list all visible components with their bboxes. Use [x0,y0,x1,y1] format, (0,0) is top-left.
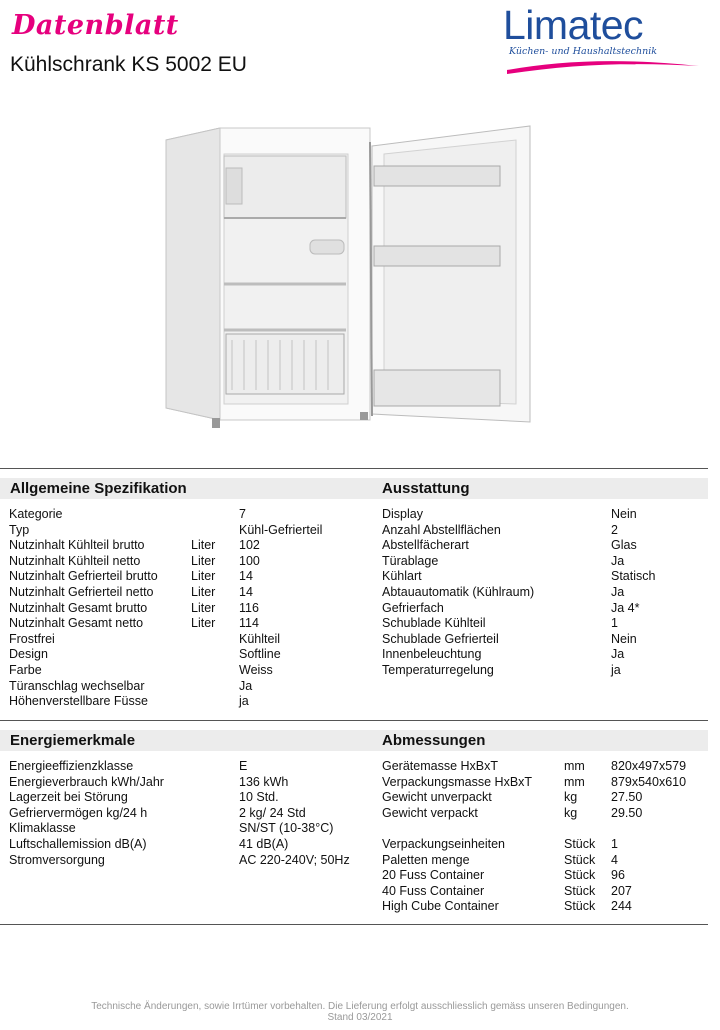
spec-label: Anzahl Abstellflächen [382,522,501,537]
spec-label: Gefrierfach [382,600,444,615]
spec-value: ja [611,662,621,677]
energy-heading: Energiemerkmale [10,732,136,749]
spec-unit: mm [564,774,585,789]
spec-unit: Liter [191,584,216,599]
spec-label: Luftschallemission dB(A) [9,836,147,851]
equipment-row [0,507,720,523]
spec-label: Temperaturregelung [382,662,494,677]
spec-label: Verpackungsmasse HxBxT [382,774,533,789]
spec-label: Farbe [9,662,42,677]
spec-label: Schublade Kühlteil [382,616,486,631]
spec-value: 96 [611,868,625,883]
spec-label: Schublade Gefrierteil [382,631,499,646]
spec-value: Glas [611,538,637,553]
spec-value: Ja [611,553,625,568]
spec-value: 4 [611,852,618,867]
packaging-row [0,868,720,884]
packaging-row [0,837,720,853]
spec-value: Ja [239,678,253,693]
spec-label: Nutzinhalt Gesamt brutto [9,600,148,615]
spec-value: AC 220-240V; 50Hz [239,852,350,867]
spec-value: 7 [239,507,246,521]
dimension-row [0,790,720,806]
equipment-row [0,663,720,679]
spec-unit: Liter [191,569,216,584]
general-spec-row [0,694,370,710]
spec-value: 207 [611,883,632,898]
spec-value: 29.50 [611,805,643,820]
spec-unit: mm [564,759,585,773]
divider [0,924,708,925]
dimensions-heading: Abmessungen [382,732,486,749]
equipment-row [0,554,720,570]
spec-value: 244 [611,899,632,914]
spec-value: E [239,759,248,773]
spec-label: Nutzinhalt Kühlteil netto [9,553,141,568]
spec-label: Innenbeleuchtung [382,647,482,662]
equipment-row [0,585,720,601]
brand-name: Limatec [503,2,644,48]
spec-label: Nutzinhalt Gesamt netto [9,616,144,631]
spec-label: 40 Fuss Container [382,883,485,898]
divider [0,720,708,721]
spec-label: Türablage [382,553,439,568]
spec-value: SN/ST (10-38°C) [239,821,334,836]
spec-label: Gewicht unverpackt [382,790,492,805]
equipment-row [0,647,720,663]
spec-value: 27.50 [611,790,643,805]
spec-value: Nein [611,631,637,646]
spec-unit: Stück [564,883,596,898]
spec-value: 2 [611,522,618,537]
spec-label: Abtauautomatik (Kühlraum) [382,584,535,599]
section-header-band [0,730,708,751]
spec-unit: kg [564,805,578,820]
equipment-row [0,632,720,648]
brand-tagline: Küchen- und Haushaltstechnik [509,46,658,57]
spec-label: Verpackungseinheiten [382,837,506,851]
footer-disclaimer: Technische Änderungen, sowie Irrtümer vorbehalten. Die Lieferung erfolgt ausschliesslich gemäss unseren Bedingungen. [91,1001,629,1012]
spec-label: Design [9,647,48,662]
spec-label: 20 Fuss Container [382,868,485,883]
spec-unit: Stück [564,899,596,914]
document-type-title: Datenblatt [12,10,179,41]
spec-label: Abstellfächerart [382,538,469,553]
equipment-row [0,538,720,554]
spec-label: Türanschlag wechselbar [9,678,145,693]
spec-label: Energieeffizienzklasse [9,759,134,773]
spec-unit: Liter [191,553,216,568]
spec-unit: Liter [191,538,216,553]
section-header-band [0,478,708,499]
spec-label: Gerätemasse HxBxT [382,759,499,773]
spec-label: Nutzinhalt Gefrierteil netto [9,584,154,599]
spec-unit: Stück [564,837,596,851]
spec-unit: kg [564,790,578,805]
spec-value: 1 [611,616,618,631]
spec-value: 1 [611,837,618,851]
spec-value: Ja [611,584,625,599]
spec-label: Klimaklasse [9,821,76,836]
spec-value: 2 kg/ 24 Std [239,805,306,820]
spec-value: 116 [239,600,259,615]
spec-label: Nutzinhalt Gefrierteil brutto [9,569,158,584]
spec-label: High Cube Container [382,899,499,914]
spec-label: Paletten menge [382,852,470,867]
dimensions-table [0,759,720,821]
divider [0,468,708,469]
spec-label: Kühlart [382,569,422,584]
spec-label: Stromversorgung [9,852,105,867]
spec-label: Nutzinhalt Kühlteil brutto [9,538,145,553]
general-spec-heading: Allgemeine Spezifikation [10,480,187,497]
spec-value: ja [239,694,249,709]
spec-value: Softline [239,647,281,662]
spec-label: Frostfrei [9,631,55,646]
spec-unit: Liter [191,600,216,615]
product-image [160,122,540,432]
spec-value: 14 [239,569,253,584]
spec-value: 879x540x610 [611,774,687,789]
spec-unit: Liter [191,616,216,631]
spec-value: 10 Std. [239,790,279,805]
spec-value: 114 [239,616,259,631]
packaging-table [0,837,720,915]
spec-unit: Stück [564,852,596,867]
packaging-row [0,853,720,869]
energy-row [0,821,370,837]
equipment-row [0,523,720,539]
spec-label: Lagerzeit bei Störung [9,790,128,805]
footer [0,1001,720,1023]
spec-value: 100 [239,553,260,568]
spec-label: Gefriervermögen kg/24 h [9,805,148,820]
spec-value: Ja 4* [611,600,640,615]
dimension-row [0,775,720,791]
footer-status: Stand 03/2021 [327,1012,393,1023]
equipment-row [0,569,720,585]
packaging-row [0,899,720,915]
spec-label: Höhenverstellbare Füsse [9,694,148,709]
equipment-heading: Ausstattung [382,480,470,497]
spec-value: 136 kWh [239,774,289,789]
spec-label: Display [382,507,423,521]
dimension-row [0,759,720,775]
spec-value: 14 [239,584,253,599]
general-spec-row [0,679,370,695]
product-title: Kühlschrank KS 5002 EU [10,53,247,76]
spec-label: Kategorie [9,507,63,521]
dimension-row [0,806,720,822]
spec-unit: Stück [564,868,596,883]
spec-label: Gewicht verpackt [382,805,478,820]
packaging-row [0,884,720,900]
spec-label: Typ [9,522,30,537]
spec-value: Nein [611,507,637,521]
spec-value: Kühl-Gefrierteil [239,522,323,537]
equipment-row [0,601,720,617]
spec-value: Kühlteil [239,631,280,646]
spec-value: Statisch [611,569,656,584]
spec-label: Energieverbrauch kWh/Jahr [9,774,164,789]
spec-value: 102 [239,538,260,553]
spec-value: Ja [611,647,625,662]
brand-logo [503,2,703,82]
equipment-table [0,507,720,679]
spec-value: Weiss [239,662,273,677]
equipment-row [0,616,720,632]
spec-value: 41 dB(A) [239,836,289,851]
spec-value: 820x497x579 [611,759,687,773]
